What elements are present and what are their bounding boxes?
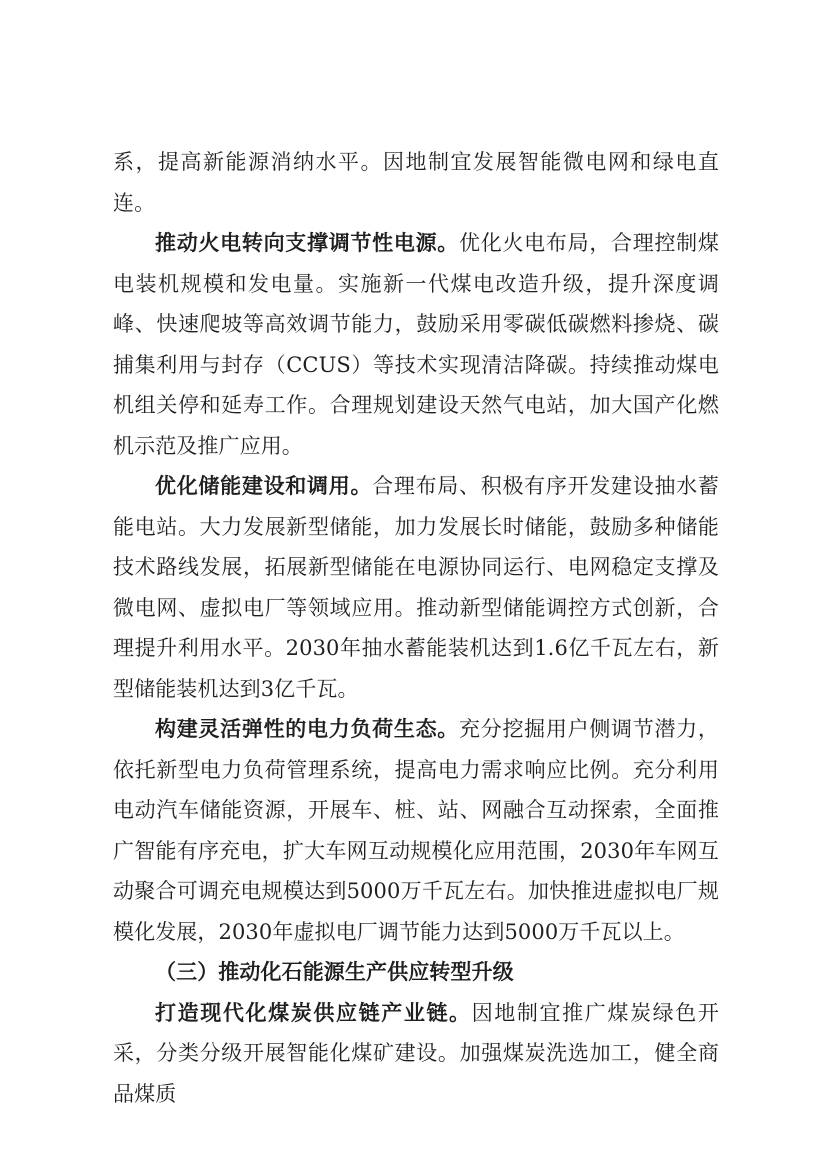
paragraph-thermal-power bbox=[113, 223, 719, 466]
paragraph-text: 优化火电布局，合理控制煤电装机规模和发电量。实施新一代煤电改造升级，提升深度调峰、快速爬坡等高效调节能力，鼓励采用零碳低碳燃料掺烧、碳捕集利用与封存（CCUS）等技术实现清洁降碳。持续推动煤电机组关停和延寿工作。合理规划建设天然气电站，加大国产化燃机示范及推广应用。 bbox=[113, 231, 720, 458]
section-heading-text: （三）推动化石能源生产供应转型升级 bbox=[155, 960, 514, 984]
paragraph-lead: 推动火电转向支撑调节性电源。 bbox=[155, 231, 460, 255]
paragraph-load-ecosystem bbox=[113, 709, 719, 952]
paragraph-continuation bbox=[113, 142, 719, 223]
document-body bbox=[113, 142, 719, 1114]
paragraph-text: 充分挖掘用户侧调节潜力，依托新型电力负荷管理系统，提高电力需求响应比例。充分利用电动汽车储能资源，开展车、桩、站、网融合互动探索，全面推广智能有序充电，扩大车网互动规模化应用范围，2030年车网互动聚合可调充电规模达到5000万千瓦左右。加快推进虚拟电厂规模化发展，2030年虚拟电厂调节能力达到5000万千瓦以上。 bbox=[113, 717, 720, 944]
section-heading bbox=[113, 952, 719, 993]
paragraph-coal-supply-chain bbox=[113, 993, 719, 1115]
paragraph-lead: 优化储能建设和调用。 bbox=[155, 474, 373, 498]
paragraph-lead: 构建灵活弹性的电力负荷生态。 bbox=[155, 717, 460, 741]
paragraph-text: 系，提高新能源消纳水平。因地制宜发展智能微电网和绿电直连。 bbox=[113, 150, 719, 215]
paragraph-text: 因地制宜推广煤炭绿色开采，分类分级开展智能化煤矿建设。加强煤炭洗选加工，健全商品煤质 bbox=[113, 1000, 719, 1106]
paragraph-energy-storage bbox=[113, 466, 719, 709]
paragraph-lead: 打造现代化煤炭供应链产业链。 bbox=[155, 1000, 472, 1025]
paragraph-text: 合理布局、积极有序开发建设抽水蓄能电站。大力发展新型储能，加力发展长时储能，鼓励多种储能技术路线发展，拓展新型储能在电源协同运行、电网稳定支撑及微电网、虚拟电厂等领域应用。推动新型储能调控方式创新，合理提升利用水平。2030年抽水蓄能装机达到1.6亿千瓦左右，新型储能装机达到3亿千瓦。 bbox=[113, 474, 719, 701]
